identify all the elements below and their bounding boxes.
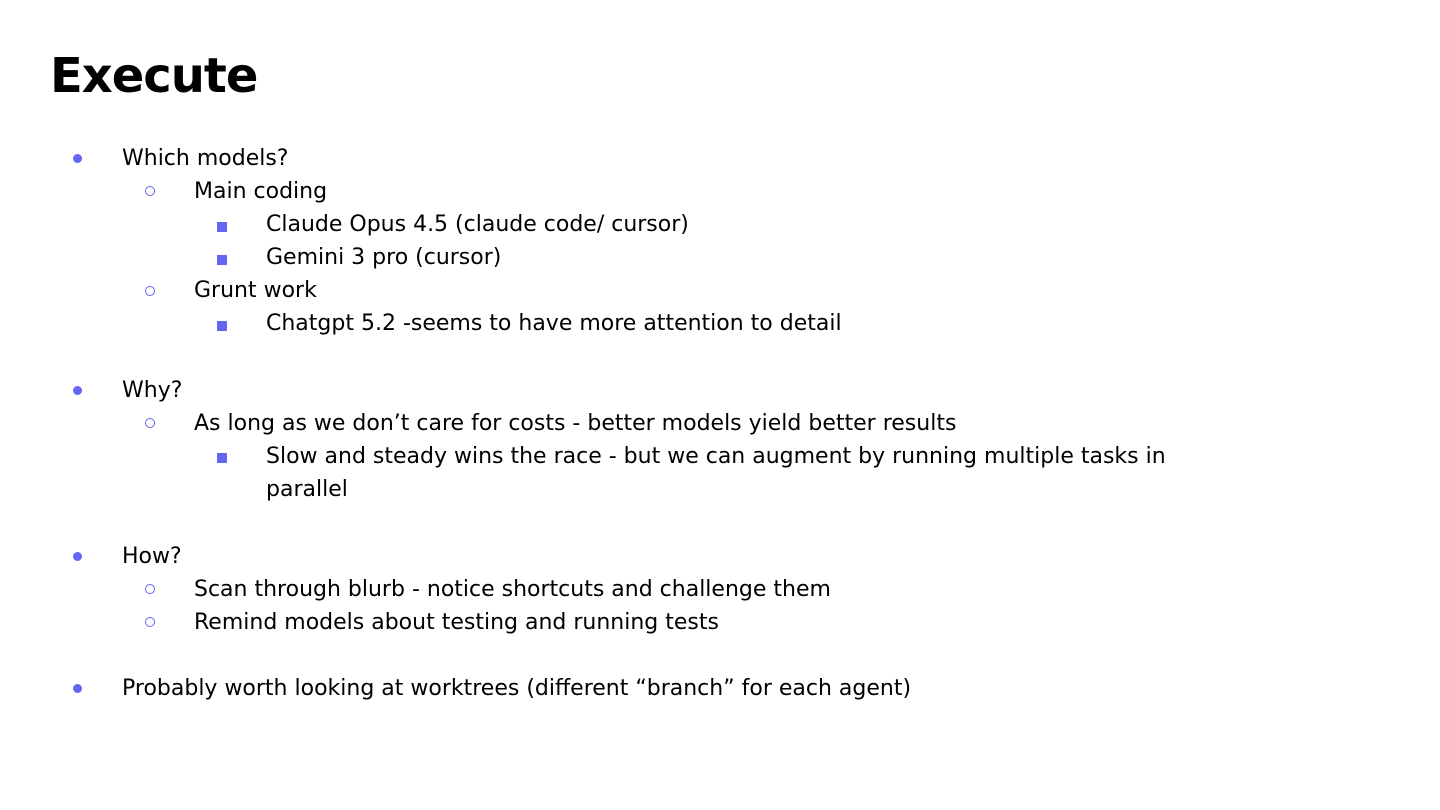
list-item-text: Which models? (122, 146, 289, 171)
list-item-text: Chatgpt 5.2 -seems to have more attention to detail (266, 311, 842, 336)
list-item-text: How? (122, 544, 182, 569)
bullet-square-icon (217, 222, 227, 232)
list-item-text: Why? (122, 378, 183, 403)
list-item-text: As long as we don’t care for costs - better models yield better results (194, 411, 957, 436)
list-item-text: Gemini 3 pro (cursor) (266, 245, 502, 270)
slide-title: Execute (50, 48, 258, 104)
bullet-square-icon (217, 255, 227, 265)
bullet-dot-icon (73, 684, 82, 693)
bullet-dot-icon (73, 386, 82, 395)
bullet-dot-icon (73, 552, 82, 561)
list-item-text: Claude Opus 4.5 (claude code/ cursor) (266, 212, 689, 237)
bullet-ring-icon (145, 584, 155, 594)
list-item-text: Main coding (194, 179, 328, 204)
list-item-text: parallel (266, 477, 348, 502)
list-item-text: Grunt work (194, 278, 317, 303)
bullet-ring-icon (145, 617, 155, 627)
bullet-square-icon (217, 453, 227, 463)
bullet-ring-icon (145, 418, 155, 428)
bullet-square-icon (217, 321, 227, 331)
bullet-ring-icon (145, 186, 155, 196)
list-item-text: Probably worth looking at worktrees (different “branch” for each agent) (122, 676, 912, 701)
bullet-ring-icon (145, 286, 155, 296)
list-item-text: Remind models about testing and running tests (194, 610, 719, 635)
list-item-text: Scan through blurb - notice shortcuts and challenge them (194, 577, 831, 602)
list-item-text: Slow and steady wins the race - but we can augment by running multiple tasks in (266, 444, 1166, 469)
bullet-dot-icon (73, 154, 82, 163)
